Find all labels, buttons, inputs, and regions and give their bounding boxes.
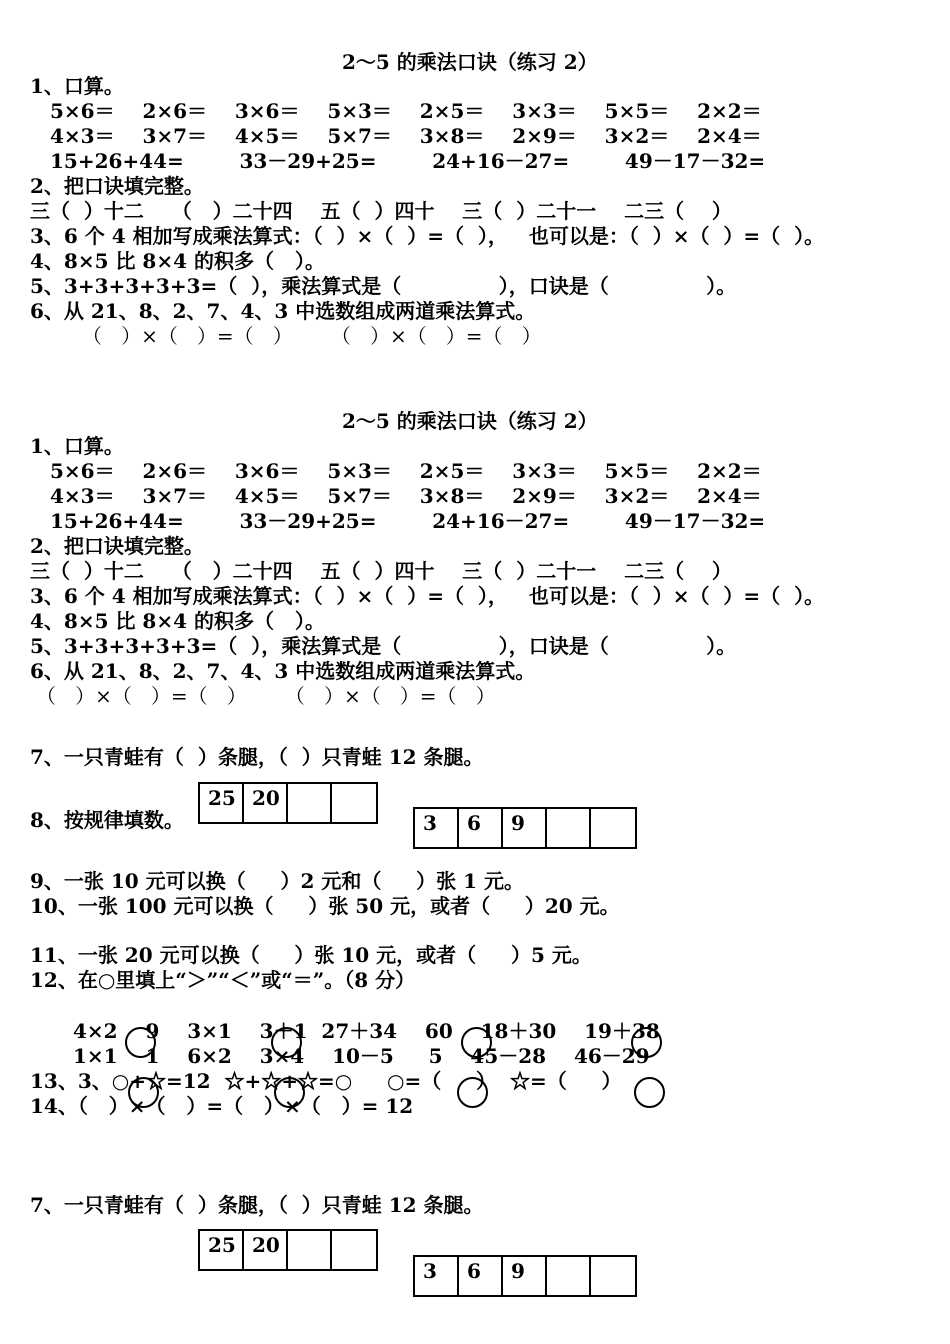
compare-circle[interactable] <box>634 1077 665 1108</box>
compare-circle[interactable] <box>457 1077 488 1108</box>
sequence-boxes-1 <box>198 782 378 824</box>
sequence-blank-cell[interactable] <box>332 1231 376 1269</box>
question-13: 13、3、○+☆=12 ☆+☆+☆=○ ○=（ ） ☆=（ ） <box>30 1069 622 1093</box>
sequence-blank-cell[interactable] <box>332 784 376 822</box>
question-7-repeat: 7、一只青蛙有（ ）条腿，（ ）只青蛙 12 条腿。 <box>30 1193 484 1217</box>
compare-circle[interactable] <box>631 1027 662 1058</box>
sequence-cell: 25 <box>200 784 244 822</box>
compare-row-2: 1×1 1 6×2 3×4 10－5 5 45－28 46－29 <box>73 1044 650 1068</box>
question-6-blanks: （ ）×（ ）=（ ） （ ）×（ ）=（ ） <box>82 324 542 348</box>
question-8: 8、按规律填数。 <box>30 808 184 832</box>
compare-circle[interactable] <box>271 1027 302 1058</box>
sequence-blank-cell[interactable] <box>591 809 635 847</box>
question-9: 9、一张 10 元可以换（ ）2 元和（ ）张 1 元。 <box>30 869 525 893</box>
oral-calc-row-2: 4×3＝ 3×7＝ 4×5＝ 5×7＝ 3×8＝ 2×9＝ 3×2＝ 2×4＝ <box>50 124 762 148</box>
sequence-blank-cell[interactable] <box>288 784 332 822</box>
oral-calc-row-1: 5×6＝ 2×6＝ 3×6＝ 5×3＝ 2×5＝ 3×3＝ 5×5＝ 2×2＝ <box>50 99 762 123</box>
question-1: 1、口算。 <box>30 434 124 458</box>
oral-calc-row-3: 15+26+44= 33－29+25= 24+16－27= 49－17－32= <box>50 509 766 533</box>
compare-circle[interactable] <box>461 1027 492 1058</box>
question-3: 3、6 个 4 相加写成乘法算式：（ ）×（ ）=（ ）， 也可以是：（ ）×（ ）=（ ）。 <box>30 584 825 608</box>
question-11: 11、一张 20 元可以换（ ）张 10 元，或者（ ）5 元。 <box>30 943 592 967</box>
oral-calc-row-1: 5×6＝ 2×6＝ 3×6＝ 5×3＝ 2×5＝ 3×3＝ 5×5＝ 2×2＝ <box>50 459 762 483</box>
question-2: 2、把口诀填完整。 <box>30 534 204 558</box>
sequence-cell: 3 <box>415 1257 459 1295</box>
question-2: 2、把口诀填完整。 <box>30 174 204 198</box>
sequence-cell: 25 <box>200 1231 244 1269</box>
question-4: 4、8×5 比 8×4 的积多（ ）。 <box>30 249 325 273</box>
question-5: 5、3+3+3+3+3=（ ），乘法算式是（ ），口诀是（ ）。 <box>30 274 737 298</box>
sequence-blank-cell[interactable] <box>547 809 591 847</box>
oral-calc-row-3: 15+26+44= 33－29+25= 24+16－27= 49－17－32= <box>50 149 766 173</box>
sequence-boxes-1-repeat <box>198 1229 378 1271</box>
oral-calc-row-2: 4×3＝ 3×7＝ 4×5＝ 5×7＝ 3×8＝ 2×9＝ 3×2＝ 2×4＝ <box>50 484 762 508</box>
question-7: 7、一只青蛙有（ ）条腿，（ ）只青蛙 12 条腿。 <box>30 745 484 769</box>
mnemonic-fill-line: 三（ ）十二 （ ）二十四 五（ ）四十 三（ ）二十一 二三（ ） <box>30 559 732 583</box>
sequence-cell: 20 <box>244 1231 288 1269</box>
compare-circle[interactable] <box>125 1027 156 1058</box>
mnemonic-fill-line: 三（ ）十二 （ ）二十四 五（ ）四十 三（ ）二十一 二三（ ） <box>30 199 732 223</box>
sequence-cell: 3 <box>415 809 459 847</box>
sequence-cell: 6 <box>459 809 503 847</box>
question-4: 4、8×5 比 8×4 的积多（ ）。 <box>30 609 325 633</box>
compare-circle[interactable] <box>274 1077 305 1108</box>
sequence-blank-cell[interactable] <box>288 1231 332 1269</box>
question-14: 14、（ ）×（ ）=（ ）×（ ）= 12 <box>30 1094 414 1118</box>
question-1: 1、口算。 <box>30 74 124 98</box>
question-3: 3、6 个 4 相加写成乘法算式：（ ）×（ ）=（ ）， 也可以是：（ ）×（ ）=（ ）。 <box>30 224 825 248</box>
sequence-blank-cell[interactable] <box>547 1257 591 1295</box>
question-6: 6、从 21、8、2、7、4、3 中选数组成两道乘法算式。 <box>30 659 536 683</box>
question-12: 12、在○里填上“＞”“＜”或“＝”。（8 分） <box>30 968 416 992</box>
question-6: 6、从 21、8、2、7、4、3 中选数组成两道乘法算式。 <box>30 299 536 323</box>
compare-row-1: 4×2 9 3×1 3＋1 27＋34 60 18＋30 19＋38 <box>73 1019 660 1043</box>
sequence-boxes-2 <box>413 807 637 849</box>
sequence-blank-cell[interactable] <box>591 1257 635 1295</box>
sequence-cell: 20 <box>244 784 288 822</box>
question-6-blanks: （ ）×（ ）=（ ） （ ）×（ ）=（ ） <box>36 684 496 708</box>
page-title-repeat: 2～5 的乘法口诀（练习 2） <box>342 409 598 433</box>
question-10: 10、一张 100 元可以换（ ）张 50 元，或者（ ）20 元。 <box>30 894 620 918</box>
sequence-boxes-2-repeat <box>413 1255 637 1297</box>
sequence-cell: 9 <box>503 809 547 847</box>
sequence-cell: 6 <box>459 1257 503 1295</box>
page-title: 2～5 的乘法口诀（练习 2） <box>342 50 598 74</box>
sequence-cell: 9 <box>503 1257 547 1295</box>
question-5: 5、3+3+3+3+3=（ ），乘法算式是（ ），口诀是（ ）。 <box>30 634 737 658</box>
compare-circle[interactable] <box>128 1077 159 1108</box>
